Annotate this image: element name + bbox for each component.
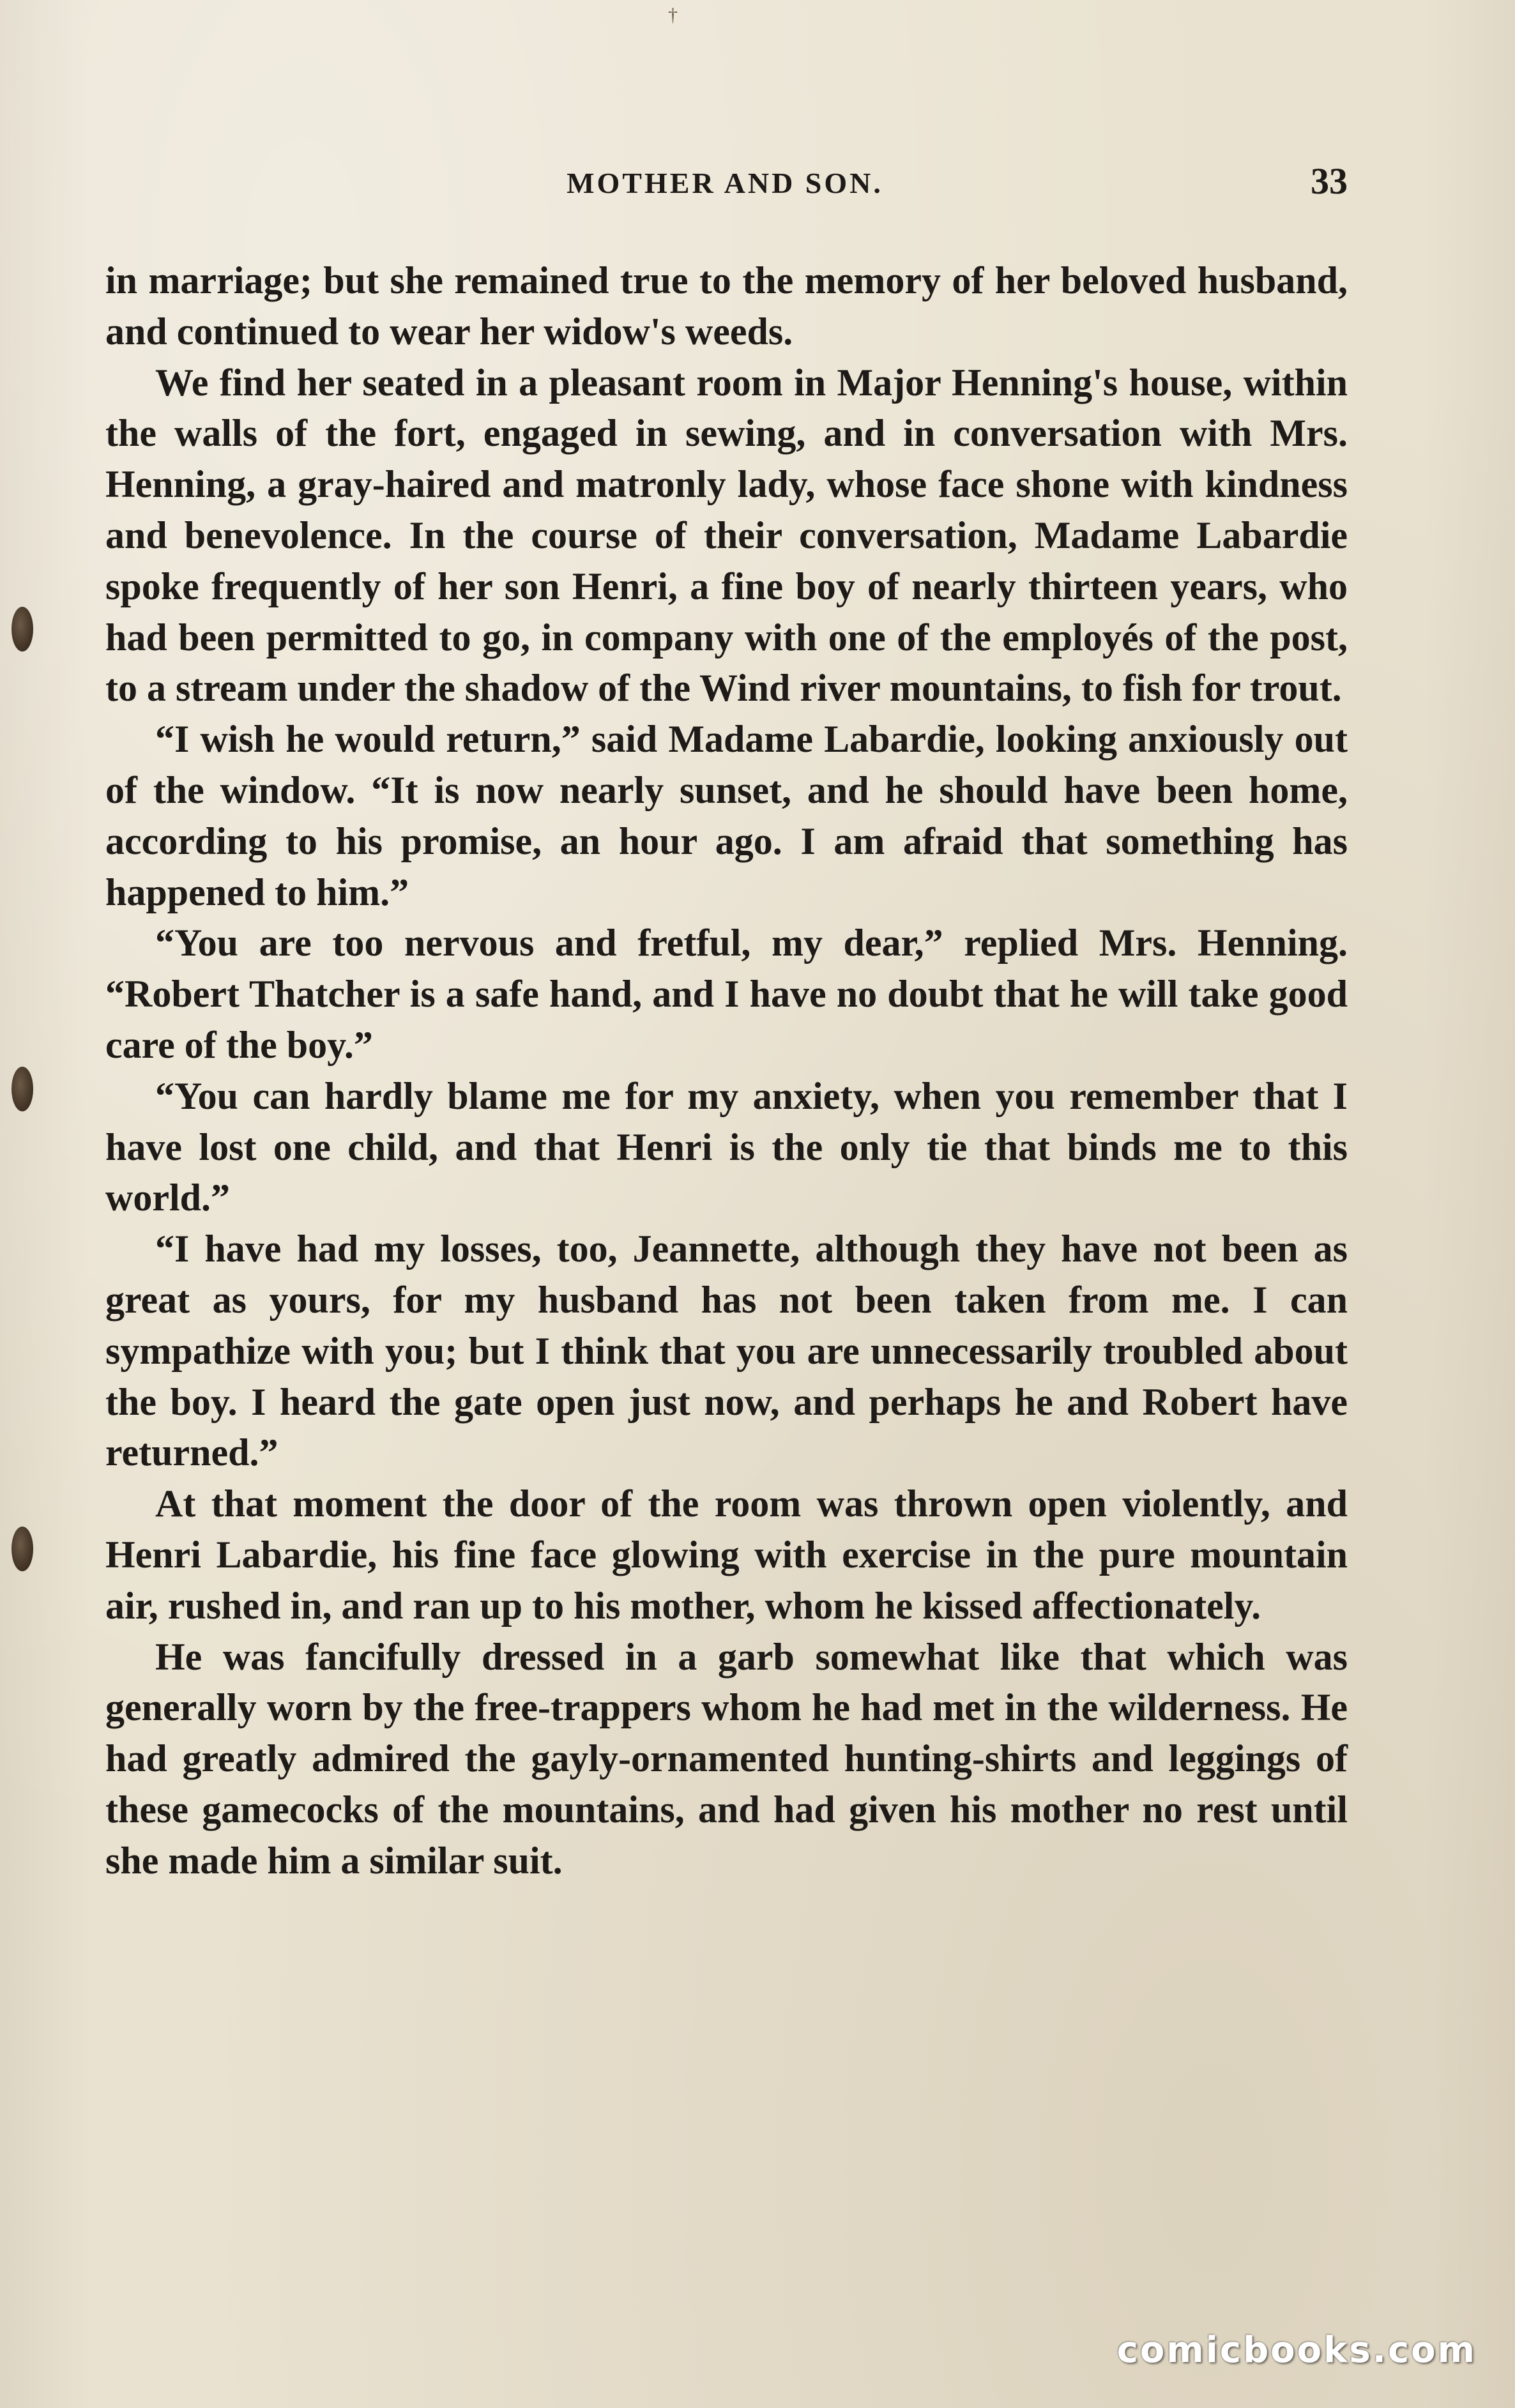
binding-hole: [11, 1527, 33, 1571]
binding-hole: [11, 1067, 33, 1111]
body-text: [105, 255, 1348, 1887]
paragraph: He was fancifully dressed in a garb somewhat like that which was generally worn by the free-trappers whom he had met in the wilderness. He had greatly admired the gayly-ornamented hunting-shirts and leggings of these gamecocks of the mountains, and had given his mother no rest until she made him a similar suit.: [105, 1635, 1348, 1882]
chapter-title: MOTHER AND SON.: [567, 167, 883, 199]
running-head: [102, 160, 1348, 211]
page-number: 33: [1311, 160, 1348, 202]
watermark: comicbooks.com: [1116, 2329, 1477, 2371]
paragraph: “You can hardly blame me for my anxiety, when you remember that I have lost one child, and that Henri is the only tie that binds me to this world.”: [105, 1074, 1348, 1219]
paragraph: We find her seated in a pleasant room in Major Henning's house, within the walls of the fort, engaged in sewing, and in conversation with Mrs. Henning, a gray-haired and matronly lady, whose face shone with kindness and benevolence. In the course of their conversation, Madame Labardie spoke frequently of her son Henri, a fine boy of nearly thirteen years, who had been permitted to go, in company with one of the employés of the post, to a stream under the shadow of the Wind river mountains, to fish for trout.: [105, 361, 1348, 710]
paragraph: “I wish he would return,” said Madame Labardie, looking anxiously out of the window. “It is now nearly sunset, and he should have been home, according to his promise, an hour ago. I am afraid that something has happened to him.”: [105, 718, 1348, 913]
paragraph: “I have had my losses, too, Jeannette, although they have not been as great as yours, for my husband has not been taken from me. I can sympathize with you; but I think that you are unnecessarily troubled about the boy. I heard the gate open just now, and perhaps he and Robert have returned.”: [105, 1228, 1348, 1474]
printer-ornament-icon: †: [668, 4, 678, 26]
paragraph: in marriage; but she remained true to the memory of her beloved husband, and continued to wear her widow's weeds.: [105, 259, 1348, 353]
binding-hole: [11, 607, 33, 652]
paragraph: At that moment the door of the room was thrown open violently, and Henri Labardie, his fine face glowing with exercise in the pure mountain air, rushed in, and ran up to his mother, whom he kissed affectionately.: [105, 1482, 1348, 1627]
paragraph: “You are too nervous and fretful, my dear,” replied Mrs. Henning. “Robert Thatcher is a safe hand, and I have no doubt that he will take good care of the boy.”: [105, 922, 1348, 1066]
